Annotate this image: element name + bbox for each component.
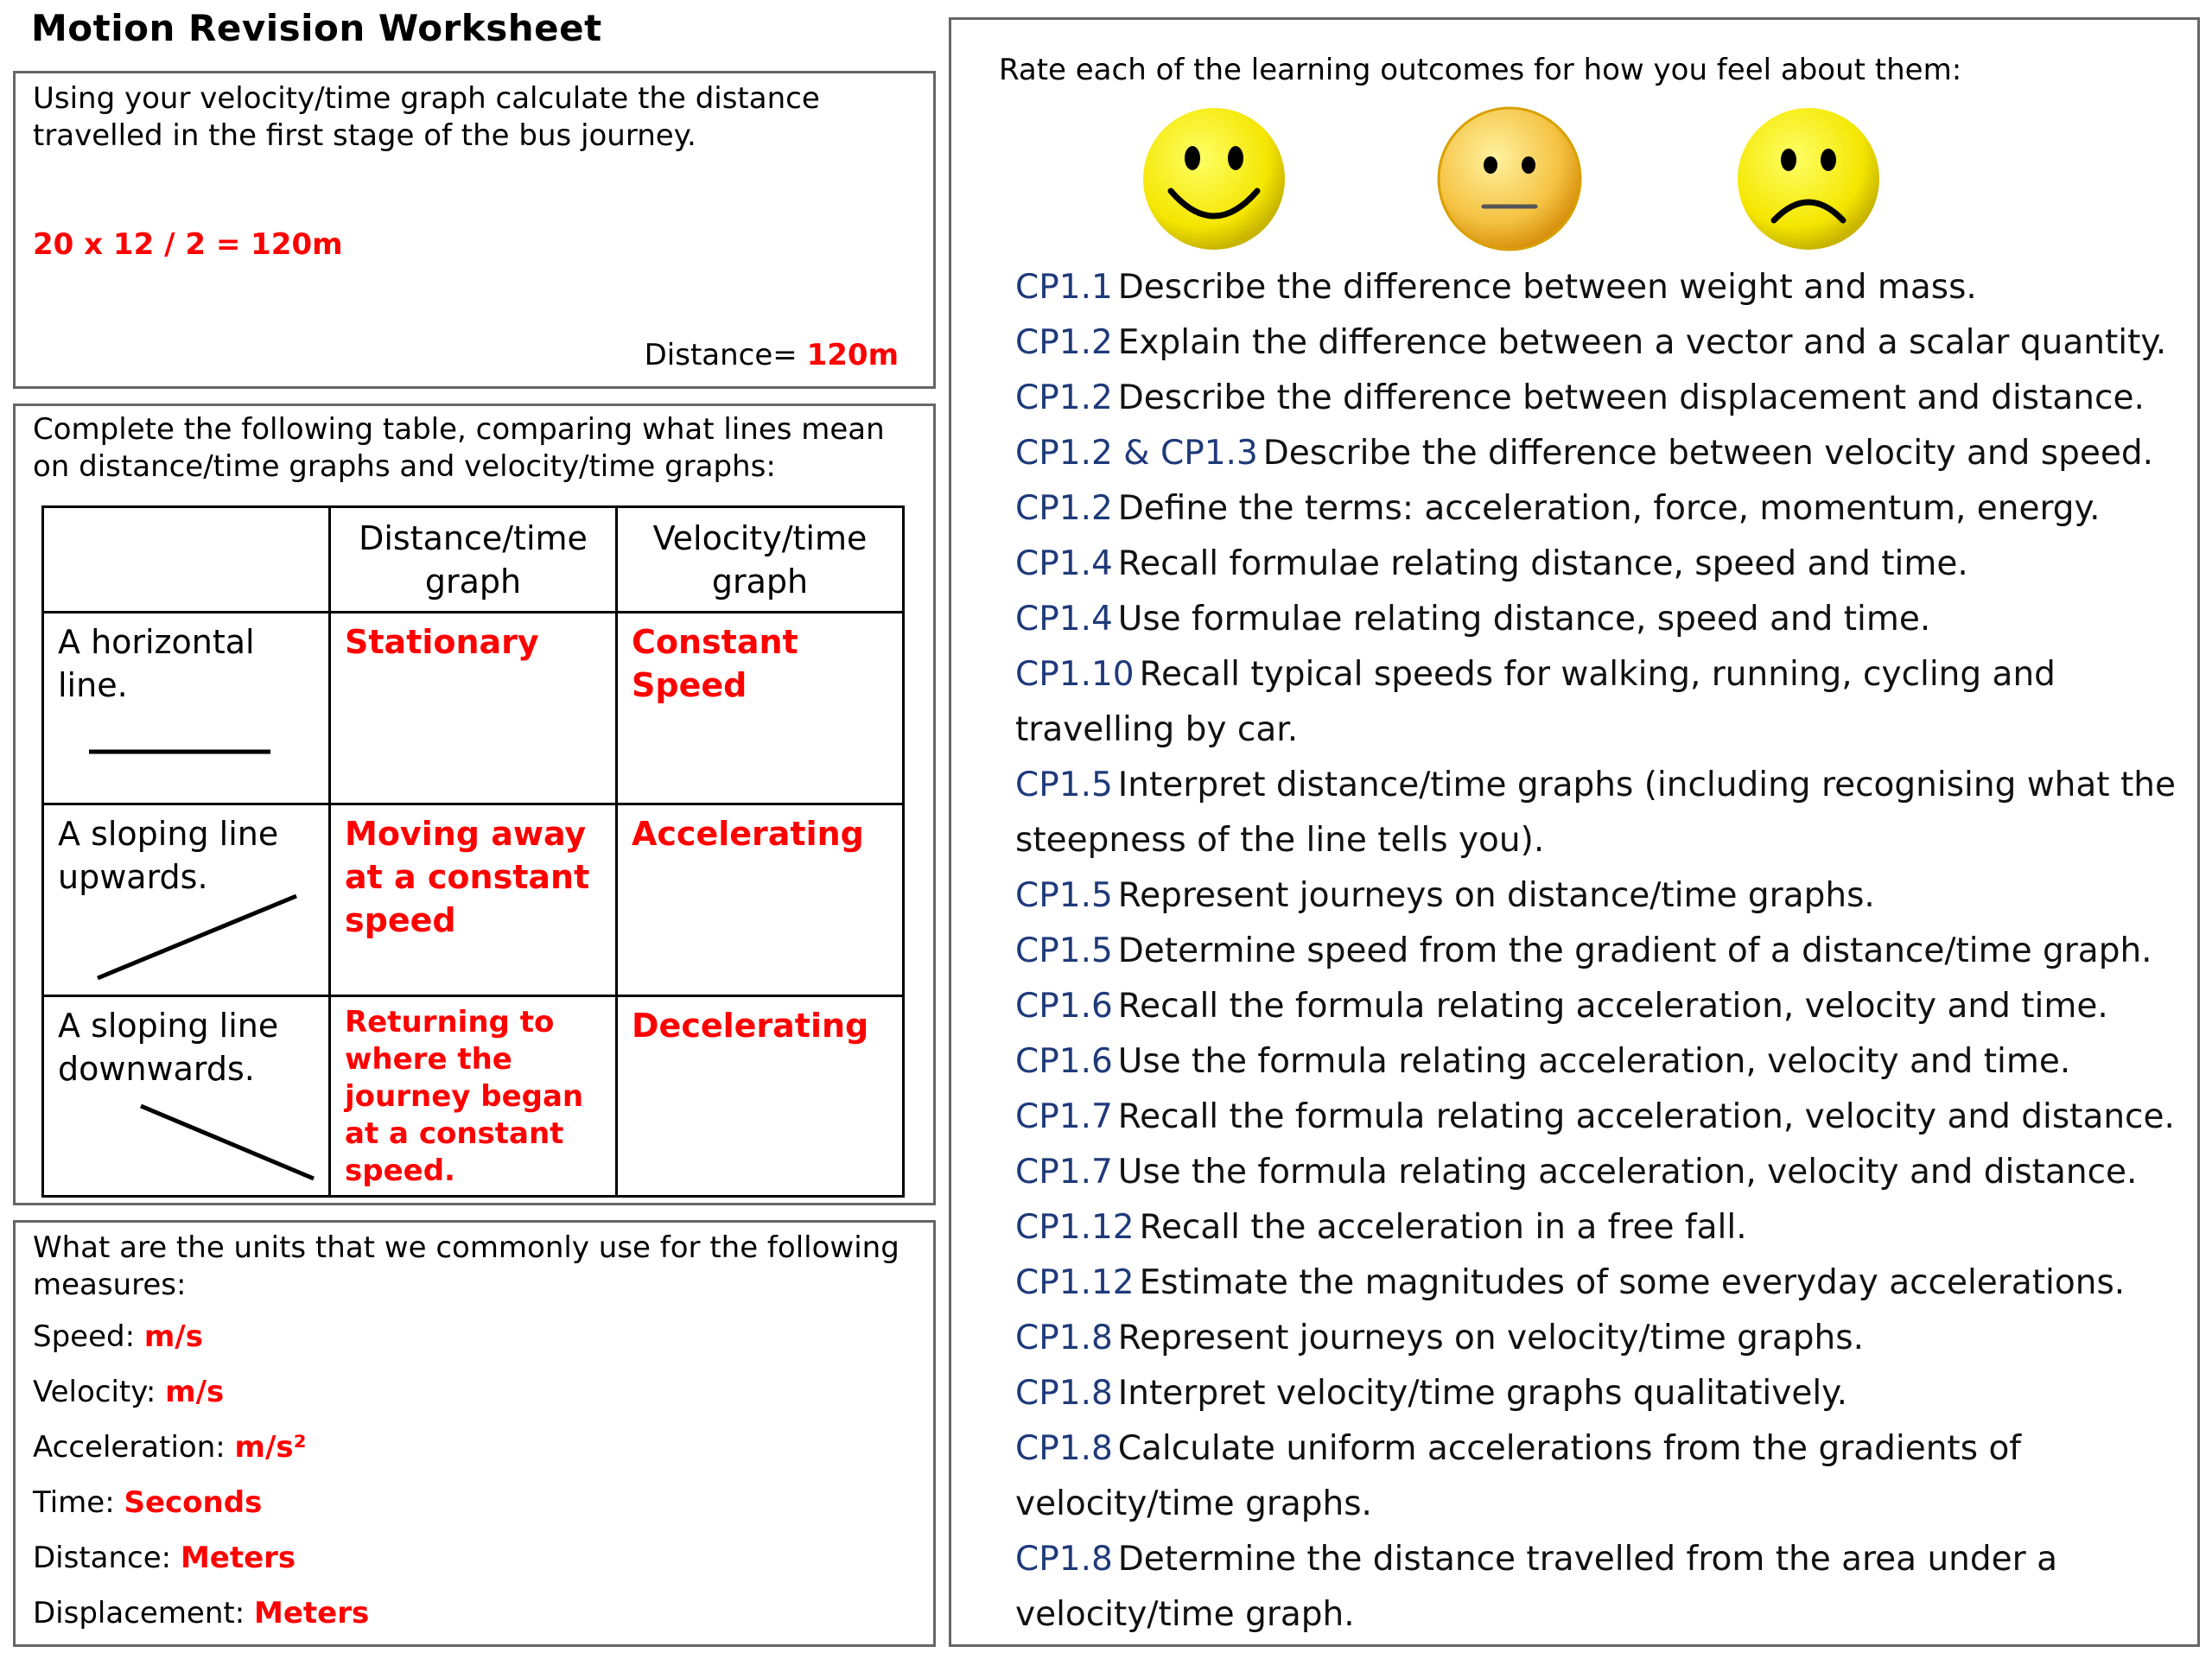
table-task-box bbox=[13, 404, 936, 1205]
sad-face-icon bbox=[1734, 105, 1883, 253]
unit-label: Time: bbox=[33, 1485, 115, 1520]
velocity-time-cell: Accelerating bbox=[617, 804, 904, 996]
outcome-code: CP1.2 bbox=[1015, 323, 1113, 362]
outcome-text: Use the formula relating acceleration, velocity and distance. bbox=[1117, 1153, 2138, 1192]
row-label-cell bbox=[43, 996, 330, 1197]
unit-item bbox=[33, 1375, 224, 1409]
distance-label: Distance= bbox=[644, 338, 798, 372]
outcome-code: CP1.12 bbox=[1015, 1263, 1135, 1302]
outcome-text: Determine speed from the gradient of a distance/time graph. bbox=[1117, 931, 2152, 970]
outcome-code: CP1.4 bbox=[1015, 600, 1113, 639]
outcome-text: Describe the difference between weight and mass. bbox=[1117, 268, 1977, 307]
table-header-cell: Velocity/time graph bbox=[617, 507, 904, 613]
outcome-text: Recall the formula relating acceleration, velocity and distance. bbox=[1117, 1097, 2175, 1136]
outcome-code: CP1.1 bbox=[1015, 268, 1113, 307]
learning-outcome-item bbox=[1015, 481, 2190, 537]
learning-outcome-list bbox=[1015, 260, 2190, 1643]
learning-outcome-item bbox=[1015, 1311, 2190, 1366]
learning-outcome-item bbox=[1015, 371, 2190, 426]
outcome-code: CP1.2 & CP1.3 bbox=[1015, 434, 1258, 473]
unit-label: Displacement: bbox=[33, 1596, 245, 1630]
distance-time-cell: Stationary bbox=[330, 613, 617, 804]
outcome-code: CP1.8 bbox=[1015, 1429, 1113, 1468]
learning-outcome-item bbox=[1015, 260, 2190, 315]
table-header-cell bbox=[43, 507, 330, 613]
distance-task-box bbox=[13, 71, 936, 389]
table-header-cell: Distance/time graph bbox=[330, 507, 617, 613]
calculation-answer: 20 x 12 / 2 = 120m bbox=[33, 227, 343, 262]
table-task-prompt: Complete the following table, comparing what lines mean on distance/time graphs and velocity/time graphs: bbox=[33, 412, 885, 484]
distance-answer-line bbox=[645, 338, 899, 372]
learning-outcome-item bbox=[1015, 1034, 2190, 1090]
outcome-code: CP1.6 bbox=[1015, 987, 1113, 1026]
outcome-code: CP1.2 bbox=[1015, 489, 1113, 528]
outcome-text: Recall the formula relating acceleration, velocity and time. bbox=[1117, 987, 2108, 1026]
unit-value: m/s bbox=[165, 1375, 225, 1409]
unit-value: Meters bbox=[180, 1541, 296, 1575]
learning-outcome-item bbox=[1015, 592, 2190, 647]
learning-outcome-item bbox=[1015, 1421, 2190, 1532]
unit-value: m/s² bbox=[234, 1430, 307, 1465]
outcome-code: CP1.8 bbox=[1015, 1540, 1113, 1579]
unit-item bbox=[33, 1319, 203, 1354]
velocity-time-cell: Decelerating bbox=[617, 996, 904, 1197]
table-header-row bbox=[43, 507, 904, 613]
outcome-code: CP1.6 bbox=[1015, 1042, 1113, 1081]
outcome-code: CP1.8 bbox=[1015, 1374, 1113, 1413]
outcome-code: CP1.2 bbox=[1015, 378, 1113, 417]
outcome-text: Use formulae relating distance, speed and time. bbox=[1117, 600, 1931, 639]
horizontal-line-icon bbox=[63, 743, 270, 760]
outcome-text: Recall formulae relating distance, speed and time. bbox=[1117, 544, 1968, 583]
learning-outcome-item bbox=[1015, 1532, 2190, 1643]
outcome-text: Describe the difference between displacement and distance. bbox=[1117, 378, 2145, 417]
learning-outcome-item bbox=[1015, 647, 2190, 758]
outcome-code: CP1.12 bbox=[1015, 1208, 1135, 1247]
outcome-code: CP1.7 bbox=[1015, 1153, 1113, 1192]
outcome-text: Use the formula relating acceleration, velocity and time. bbox=[1117, 1042, 2071, 1081]
distance-task-prompt: Using your velocity/time graph calculate the distance travelled in the first stage of the bus journey. bbox=[33, 81, 820, 153]
page-title: Motion Revision Worksheet bbox=[31, 7, 602, 49]
outcome-text: Represent journeys on velocity/time graphs. bbox=[1117, 1319, 1864, 1357]
outcome-text: Explain the difference between a vector and a scalar quantity. bbox=[1117, 323, 2167, 362]
outcome-code: CP1.5 bbox=[1015, 931, 1113, 970]
learning-outcomes-box bbox=[949, 17, 2200, 1647]
unit-value: Meters bbox=[254, 1596, 370, 1630]
learning-outcome-item bbox=[1015, 979, 2190, 1034]
unit-value: m/s bbox=[143, 1319, 203, 1354]
table-row bbox=[43, 804, 904, 996]
table-row bbox=[43, 996, 904, 1197]
unit-item bbox=[33, 1485, 262, 1520]
downward-sloping-line-icon bbox=[63, 1099, 322, 1185]
happy-face-icon bbox=[1140, 105, 1288, 253]
unit-item bbox=[33, 1430, 307, 1465]
unit-value: Seconds bbox=[124, 1485, 263, 1520]
upward-sloping-line-icon bbox=[63, 892, 305, 987]
row-label: A sloping line upwards. bbox=[58, 815, 279, 896]
outcome-code: CP1.8 bbox=[1015, 1319, 1113, 1357]
unit-label: Velocity: bbox=[33, 1375, 156, 1409]
outcome-code: CP1.10 bbox=[1015, 655, 1135, 694]
row-label: A horizontal line. bbox=[58, 623, 255, 704]
learning-outcome-item bbox=[1015, 1090, 2190, 1145]
row-label-cell bbox=[43, 804, 330, 996]
outcome-text: Represent journeys on distance/time graphs. bbox=[1117, 876, 1875, 915]
unit-label: Speed: bbox=[33, 1319, 136, 1354]
unit-item bbox=[33, 1541, 296, 1575]
outcome-text: Recall typical speeds for walking, running, cycling and travelling by car. bbox=[1015, 655, 2056, 749]
outcome-text: Describe the difference between velocity and speed. bbox=[1262, 434, 2153, 473]
unit-item bbox=[33, 1596, 369, 1630]
distance-time-cell: Returning to where the journey began at a constant speed. bbox=[330, 996, 617, 1197]
distance-time-cell: Moving away at a constant speed bbox=[330, 804, 617, 996]
learning-outcome-item bbox=[1015, 924, 2190, 979]
outcome-text: Calculate uniform accelerations from the gradients of velocity/time graphs. bbox=[1015, 1429, 2022, 1523]
learning-outcome-item bbox=[1015, 1145, 2190, 1200]
outcome-code: CP1.5 bbox=[1015, 766, 1113, 804]
outcome-code: CP1.5 bbox=[1015, 876, 1113, 915]
learning-outcome-item bbox=[1015, 315, 2190, 371]
outcome-text: Define the terms: acceleration, force, momentum, energy. bbox=[1117, 489, 2101, 528]
units-task-prompt: What are the units that we commonly use for the following measures: bbox=[33, 1230, 899, 1302]
outcome-text: Interpret velocity/time graphs qualitatively. bbox=[1117, 1374, 1848, 1413]
learning-outcome-item bbox=[1015, 868, 2190, 924]
learning-outcome-item bbox=[1015, 537, 2190, 592]
outcome-code: CP1.4 bbox=[1015, 544, 1113, 583]
learning-outcome-item bbox=[1015, 1366, 2190, 1421]
neutral-face-icon bbox=[1435, 105, 1584, 253]
outcome-text: Interpret distance/time graphs (including recognising what the steepness of the line tells you). bbox=[1015, 766, 2176, 860]
outcome-text: Determine the distance travelled from the area under a velocity/time graph. bbox=[1015, 1540, 2057, 1634]
outcome-text: Estimate the magnitudes of some everyday accelerations. bbox=[1139, 1263, 2126, 1302]
learning-outcome-item bbox=[1015, 1255, 2190, 1311]
comparison-table bbox=[41, 505, 905, 1198]
row-label: A sloping line downwards. bbox=[58, 1007, 279, 1088]
units-task-box bbox=[13, 1220, 936, 1647]
outcomes-prompt: Rate each of the learning outcomes for how you feel about them: bbox=[999, 53, 1962, 87]
outcome-code: CP1.7 bbox=[1015, 1097, 1113, 1136]
row-label-cell bbox=[43, 613, 330, 804]
unit-label: Acceleration: bbox=[33, 1430, 226, 1465]
table-row bbox=[43, 613, 904, 804]
learning-outcome-item bbox=[1015, 1200, 2190, 1255]
outcome-text: Recall the acceleration in a free fall. bbox=[1139, 1208, 1747, 1247]
unit-label: Distance: bbox=[33, 1541, 172, 1575]
learning-outcome-item bbox=[1015, 426, 2190, 481]
learning-outcome-item bbox=[1015, 758, 2190, 868]
velocity-time-cell: Constant Speed bbox=[617, 613, 904, 804]
distance-value: 120m bbox=[806, 338, 899, 372]
